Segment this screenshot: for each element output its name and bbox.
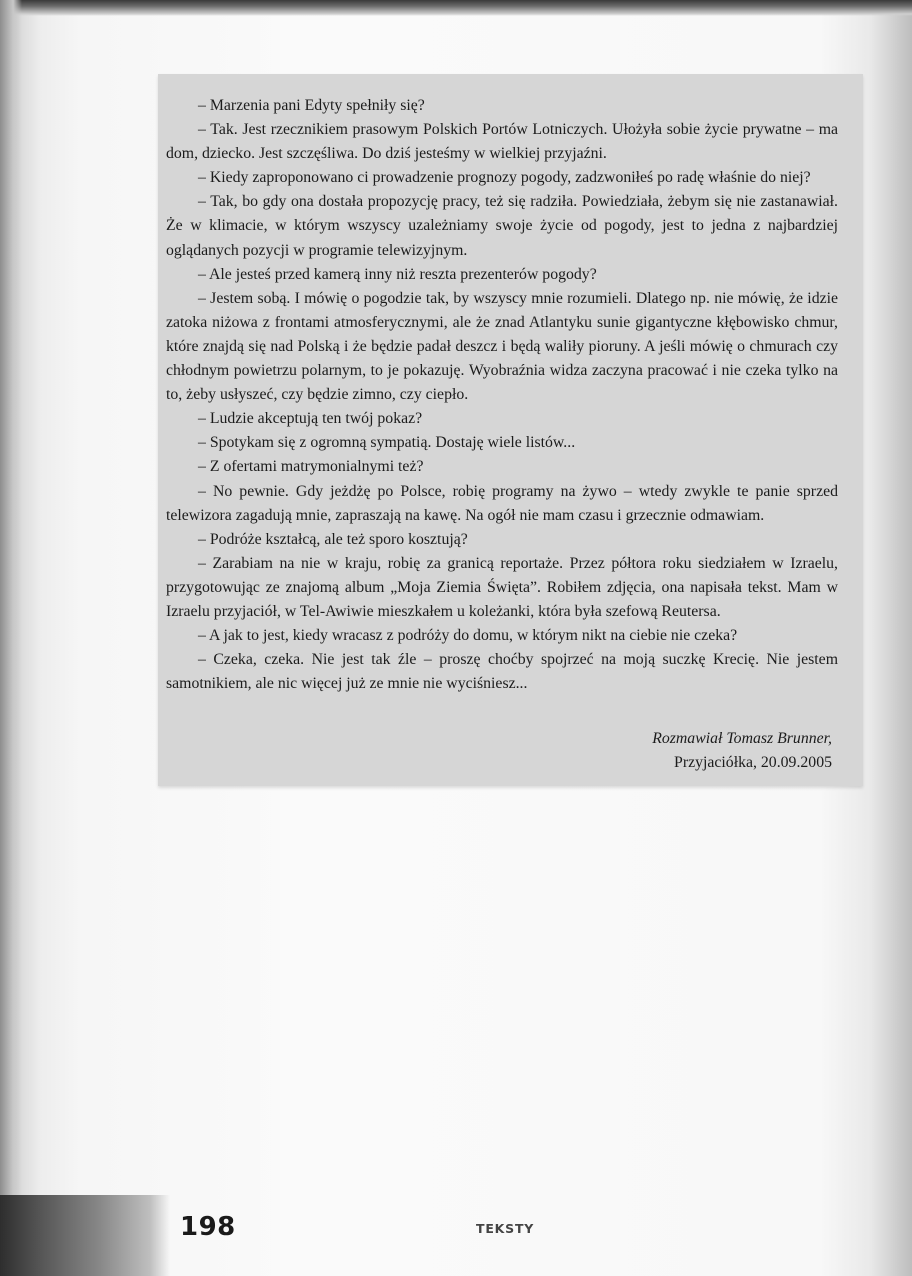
paragraph: – No pewnie. Gdy jeżdżę po Polsce, robię programy na żywo – wtedy zwykle te panie sprzed telewizora zagadują mnie, zapraszają na kawę. Na ogół nie mam czasu i grzecznie odmawiam. <box>166 482 838 524</box>
paragraph: – Spotykam się z ogromną sympatią. Dostaję wiele listów... <box>198 434 576 452</box>
paragraph: – Jestem sobą. I mówię o pogodzie tak, by wszyscy mnie rozumieli. Dlatego np. nie mówię, że idzie zatoka niżowa z frontami atmosferycznymi, ale że znad Atlantyku sunie gigantyczne kłębowisko chmur, które znajdą się nad Polską i że będzie padał deszcz i będą waliły pioruny. A jeśli mówię o chmurach czy chłodnym powietrzu polarnym, to je pokazuję. Wyobraźnia widza zaczyna pracować i nie czeka tylko na to, żeby usłyszeć, czy będzie zimno, czy ciepło. <box>166 289 838 404</box>
binding-shadow <box>0 1195 170 1276</box>
page-left-shadow <box>0 0 22 1276</box>
paragraph: – Ale jesteś przed kamerą inny niż reszta prezenterów pogody? <box>198 265 597 283</box>
paragraph: – Czeka, czeka. Nie jest tak źle – proszę choćby spojrzeć na moją suczkę Krecię. Nie jestem samotnikiem, ale nic więcej już ze mnie nie wyciśniesz... <box>166 651 838 693</box>
paragraph: – Tak. Jest rzecznikiem prasowym Polskich Portów Lotniczych. Ułożyła sobie życie prywatne – ma dom, dziecko. Jest szczęśliwa. Do dziś jesteśmy w wielkiej przyjaźni. <box>166 121 838 163</box>
paragraph: – Tak, bo gdy ona dostała propozycję pracy, też się radziła. Powiedziała, żebym się nie zastanawiał. Że w klimacie, w którym wszyscy uzależniamy swoje życie od pogody, jest to jedna z najbardziej oglądanych pozycji w programie telewizyjnym. <box>166 193 838 259</box>
paragraph: – Podróże kształcą, ale też sporo kosztują? <box>198 530 468 548</box>
signature-source: Przyjaciółka, 20.09.2005 <box>674 754 832 771</box>
paragraph: – Z ofertami matrymonialnymi też? <box>198 458 424 476</box>
paragraph: – Kiedy zaproponowano ci prowadzenie prognozy pogody, zadzwoniłeś po radę właśnie do niej? <box>198 169 811 187</box>
paragraph: – Zarabiam na nie w kraju, robię za granicą reportaże. Przez półtora roku siedziałem w Izraelu, przygotowując ze znajomą album „Moja Ziemia Święta”. Robiłem zdjęcia, ona napisała tekst. Mam w Izraelu przyjaciół, w Tel-Awiwie mieszkałem u koleżanki, która była szefową Reutersa. <box>166 554 838 620</box>
page-number: 198 <box>180 1212 236 1242</box>
signature <box>652 727 832 775</box>
interview-text <box>166 94 838 696</box>
page-top-shadow <box>0 0 912 16</box>
paragraph: – A jak to jest, kiedy wracasz z podróży do domu, w którym nikt na ciebie nie czeka? <box>198 627 738 645</box>
signature-author: Rozmawiał Tomasz Brunner, <box>652 730 832 747</box>
paragraph: – Marzenia pani Edyty spełniły się? <box>198 97 425 114</box>
paragraph: – Ludzie akceptują ten twój pokaz? <box>198 410 423 428</box>
section-label: TEKSTY <box>476 1221 535 1236</box>
